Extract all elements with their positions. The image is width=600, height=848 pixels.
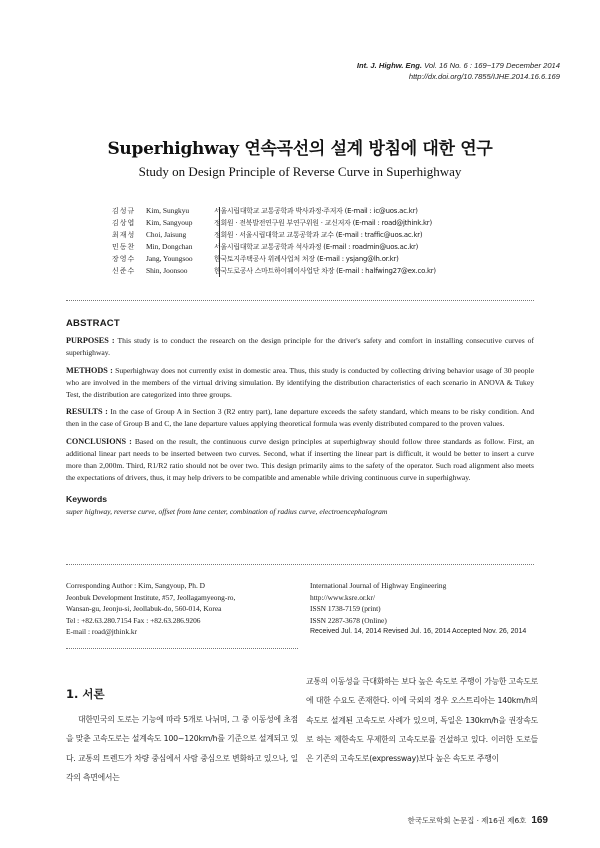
author-row [112,217,572,229]
corr-line: Wansan-gu, Jeonju-si, Jeollabuk-do, 560-014, Korea [66,604,222,614]
abstract-results [66,406,534,430]
author-row [112,241,572,253]
author-affiliation: 서울시립대학교 교통공학과 석사과정 (E-mail : roadmin@uos.ac.kr) [214,243,419,251]
journal-info-block [310,580,540,638]
abstract-purposes [66,335,534,359]
page-footer [408,815,548,826]
author-name-en: Choi, Jaisung [146,230,187,239]
corresponding-author-block [66,580,296,638]
author-list [112,205,572,277]
column-divider [66,648,298,649]
keywords-heading: Keywords [66,494,108,505]
author-name-ko: 장영수 [112,255,136,263]
conclusions-text: Based on the result, the continuous curve design principles at superhighway should follow three standards as follow. First, an additional linear part needs to be inserted between two curves. Second, what if inserting the linear part is difficult, it would be better to insert a curve more than 2,000m. Third, R1/R2 ratio should not be over two. This design primarily aims to the safety of the operator. Such road alignment also meets the expectations of drivers, thus, it may help drivers to be compatible and amenable while driving continuous curve in superhighway. [66,436,534,483]
author-row [112,265,572,277]
page-number: 169 [531,815,548,826]
journal-info-line: International Journal of Highway Engineering [310,581,447,590]
author-row [112,205,572,217]
journal-url[interactable]: http://www.ksre.or.kr/ [310,592,376,602]
corr-line: Tel : +82.63.280.7154 Fax : +82.63.286.9206 [66,615,201,625]
footer-journal: 한국도로학회 논문집 · 제16권 제6호 [407,816,527,825]
author-affiliation: 정회원 · 서울시립대학교 교통공학과 교수 (E-mail : traffic@uos.ac.kr) [214,231,423,239]
received-dates: Received Jul. 14, 2014 Revised Jul. 16, 2014 Accepted Nov. 26, 2014 [310,628,527,636]
corr-email[interactable]: E-mail : road@jthink.kr [66,627,138,637]
conclusions-label: CONCLUSIONS : [66,436,132,446]
section-heading: 1. 서론 [66,687,105,701]
methods-text: Superhighway does not currently exist in domestic area. Thus, this study is conducted by collecting driving behavior usage of 30 people who are involved in the members of the virtual driving simulation. By identifying the distribution characteristics of each scenario in ANOVA & Tukey Test, the distribution are categorized into three groups. [66,365,534,400]
journal-volume: Vol. 16 No. 6 : 169~179 December 2014 [424,61,560,70]
author-affiliation: 한국도로공사 스마트하이웨이사업단 차장 (E-mail : halfwing27@ex.co.kr) [214,267,436,275]
title-english: Study on Design Principle of Reverse Curve in Superhighway [138,164,462,179]
author-name-ko: 김성규 [112,207,136,215]
results-label: RESULTS : [66,407,108,417]
author-affiliation: 서울시립대학교 교통공학과 박사과정·주저자 (E-mail : ic@uos.ac.kr) [214,207,418,215]
author-name-ko: 최재성 [112,231,136,239]
purposes-label: PURPOSES : [66,336,115,346]
title-korean: Superhighway 연속곡선의 설계 방침에 대한 연구 [107,139,493,159]
purposes-text: This study is to conduct the research on the design principle for the driver's safety and comfort in installing consecutive curves of superhighway. [66,336,534,358]
methods-label: METHODS : [66,365,113,375]
author-name-en: Shin, Joonsoo [146,266,188,275]
journal-citation [260,60,560,71]
abstract [66,318,534,518]
body-text-left: 대한민국의 도로는 기능에 따라 5개로 나뉘며, 그 중 이동성에 초점을 맞춘 고속도로는 설계속도 100~120km/h를 기준으로 설계되고 있다. 교통의 트렌드가 차량 중심에서 사람 중심으로 변화하고 있으나, 일각의 측면에서는 [66,715,298,782]
author-name-en: Kim, Sungkyu [146,206,190,215]
journal-name: Int. J. Highw. Eng. [356,61,422,70]
corr-line: Corresponding Author : Kim, Sangyoup, Ph. D [66,581,205,590]
author-affiliation: 정회원 · 전북발전연구원 부연구위원 · 교신저자 (E-mail : road@jthink.kr) [214,219,432,227]
author-name-ko: 김상엽 [112,219,136,227]
results-text: In the case of Group A in Section 3 (R2 entry part), lane departure exceeds the safety standard, which means to be risky condition. And then in the case of Group B and C, the lane departure values applying theoretical formula was evenly distributed compared to the proven values. [66,407,534,429]
keywords-text: super highway, reverse curve, offset from lane center, combination of radius curve, electroencephalogram [66,506,388,516]
corr-line: Jeonbuk Development Institute, #57, Jeollagamyeong-ro, [66,592,236,602]
abstract-methods [66,365,534,402]
author-name-ko: 신준수 [112,267,136,275]
doi-link[interactable]: http://dx.doi.org/10.7855/IJHE.2014.16.6.169 [408,72,560,81]
issn-online: ISSN 2287-3678 (Online) [310,615,387,625]
author-affiliation: 한국토지주택공사 위례사업처 처장 (E-mail : ysjang@lh.or.kr) [214,255,399,263]
section-divider [66,564,534,565]
author-name-ko: 민동찬 [112,243,136,251]
abstract-conclusions [66,436,534,485]
author-row [112,253,572,265]
abstract-heading: ABSTRACT [66,318,120,329]
author-row [112,229,572,241]
section-divider [66,300,534,301]
journal-header [260,60,560,82]
author-name-en: Min, Dongchan [146,242,193,251]
issn-print: ISSN 1738-7159 (print) [310,604,381,614]
body-text-right: 교통의 이동성을 극대화하는 보다 높은 속도로 주행이 가능한 고속도로에 대한 수요도 존재한다. 이에 국외의 경우 오스트리아는 140km/h의 속도로 설계된 고속도로 사례가 있으며, 독일은 130km/h을 권장속도로 하는 제한속도 무제한의 고속도로를 건설하고 있다. 이러한 도로들은 기존의 고속도로(expressway)보다 높은 속도로 주행이 [306,677,538,764]
author-name-en: Jang, Youngsoo [146,254,193,263]
author-name-en: Kim, Sangyoup [146,218,193,227]
